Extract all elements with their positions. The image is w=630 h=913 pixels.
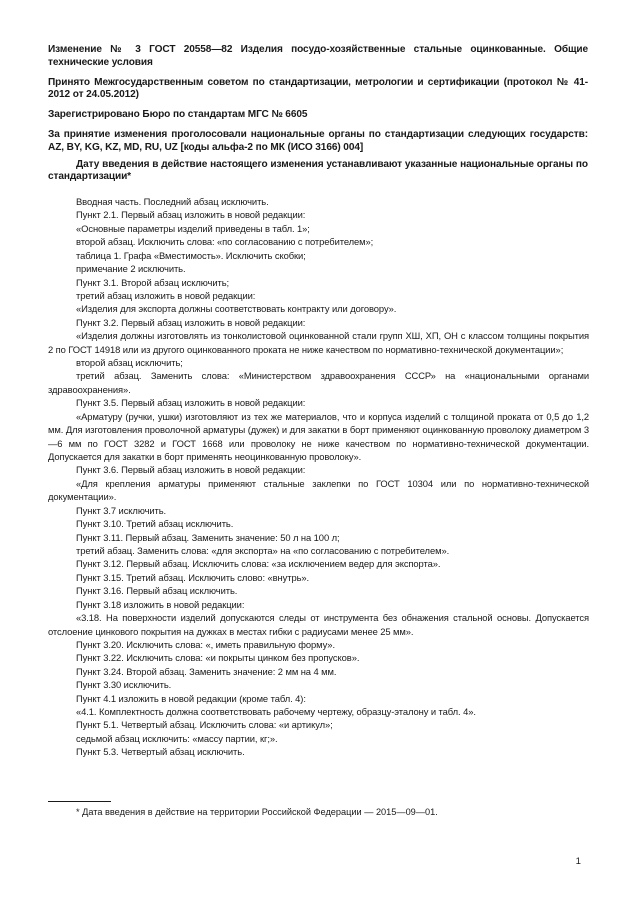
paragraph: Пункт 3.30 исключить. <box>76 679 172 691</box>
amendment-title: Изменение № 3 ГОСТ 20558—82 Изделия посудо-хозяйственные стальные оцинкованные. Общие технические условия <box>48 44 588 68</box>
paragraph: Пункт 3.7 исключить. <box>76 504 167 516</box>
amendment-body <box>48 195 589 759</box>
paragraph: второй абзац исключить; <box>76 357 183 369</box>
paragraph: Пункт 5.3. Четвертый абзац исключить. <box>76 746 245 758</box>
paragraph: Пункт 3.18 изложить в новой редакции: <box>76 598 245 610</box>
paragraph: «Изделия для экспорта должны соответствовать контракту или договору». <box>76 303 397 315</box>
paragraph: третий абзац. Заменить слова: «Министерством здравоохранения СССР» на «национальными органами здравоохранения». <box>48 370 589 395</box>
paragraph: третий абзац изложить в новой редакции: <box>76 289 256 301</box>
adoption-note: Принято Межгосударственным советом по стандартизации, метрологии и сертификации (протокол № 41-2012 от 24.05.2012) <box>48 76 588 101</box>
footnote-divider <box>48 801 111 802</box>
paragraph: «Основные параметры изделий приведены в табл. 1»; <box>76 222 310 234</box>
paragraph: Пункт 2.1. Первый абзац изложить в новой редакции: <box>76 209 306 221</box>
paragraph: примечание 2 исключить. <box>76 263 186 275</box>
paragraph: Пункт 3.6. Первый абзац изложить в новой редакции: <box>76 464 306 476</box>
paragraph: Пункт 3.15. Третий абзац. Исключить слово: «внутрь». <box>76 571 310 583</box>
paragraph: Пункт 3.16. Первый абзац исключить. <box>76 585 238 597</box>
paragraph: Пункт 3.20. Исключить слова: «, иметь правильную форму». <box>76 638 335 650</box>
paragraph: Пункт 3.10. Третий абзац исключить. <box>76 518 234 530</box>
paragraph: Пункт 3.5. Первый абзац изложить в новой редакции: <box>76 397 306 409</box>
paragraph: «4.1. Комплектность должна соответствовать рабочему чертежу, образцу-эталону и табл. 4». <box>76 706 476 718</box>
registration-note: Зарегистрировано Бюро по стандартам МГС № 6605 <box>48 109 308 121</box>
paragraph: второй абзац. Исключить слова: «по согласованию с потребителем»; <box>76 236 374 248</box>
page-number: 1 <box>575 856 581 867</box>
paragraph: Пункт 3.2. Первый абзац изложить в новой редакции: <box>76 316 306 328</box>
paragraph: «Для крепления арматуры применяют стальные заклепки по ГОСТ 10304 или по нормативно-технической документации». <box>48 477 589 503</box>
paragraph: седьмой абзац исключить: «массу партии, кг;». <box>76 732 278 744</box>
effective-date-note: Дату введения в действие настоящего изменения устанавливают указанные национальные органы по стандартизации* <box>48 158 588 183</box>
paragraph: «3.18. На поверхности изделий допускаются следы от инструмента без обнажения стальной основы. Допускается отслоение цинкового покрытия на дужках в местах гибки с радиусами менее 25 мм». <box>48 612 589 637</box>
document-header <box>48 44 588 184</box>
paragraph: Пункт 3.22. Исключить слова: «и покрыты цинком без пропусков». <box>76 652 360 664</box>
paragraph: Пункт 5.1. Четвертый абзац. Исключить слова: «и артикул»; <box>76 719 333 731</box>
paragraph: Пункт 3.11. Первый абзац. Заменить значение: 50 л на 100 л; <box>76 531 340 543</box>
paragraph: Пункт 4.1 изложить в новой редакции (кроме табл. 4): <box>76 692 306 704</box>
footnote: * Дата введения в действие на территории Российской Федерации — 2015—09—01. <box>76 807 438 817</box>
paragraph: таблица 1. Графа «Вместимость». Исключить скобки; <box>76 249 306 261</box>
paragraph: Вводная часть. Последний абзац исключить. <box>76 196 269 207</box>
paragraph: Пункт 3.24. Второй абзац. Заменить значение: 2 мм на 4 мм. <box>76 665 337 677</box>
paragraph: третий абзац. Заменить слова: «для экспорта» на «по согласованию с потребителем». <box>76 544 450 556</box>
voting-note: За принятие изменения проголосовали национальные органы по стандартизации следующих государств: AZ, BY, KG, KZ, MD, RU, UZ [коды альфа-2 по МК (ИСО 3166) 004] <box>48 128 588 153</box>
paragraph: «Арматуру (ручки, ушки) изготовляют из тех же материалов, что и корпуса изделий с толщиной проката от 0,5 до 1,2 мм. Для изготовления проволочной арматуры (дужек) и для закатки в борт применяют оцинкованную проволоку диаметром 3—6 мм по ГОСТ 3282 и ГОСТ 1668 или проволоку не ниже качеством по нормативно-технической документации. Допускается для закатки в борт применять неоцинкованную проволоку». <box>48 410 589 463</box>
paragraph: Пункт 3.12. Первый абзац. Исключить слова: «за исключением ведер для экспорта». <box>76 558 441 570</box>
paragraph: «Изделия должны изготовлять из тонколистовой оцинкованной стали групп ХШ, ХП, ОН с классом толщины покрытия 2 по ГОСТ 14918 или из другого оцинкованного проката не ниже качеством по нормативно-технической документации»; <box>48 330 589 355</box>
paragraph: Пункт 3.1. Второй абзац исключить; <box>76 276 230 288</box>
